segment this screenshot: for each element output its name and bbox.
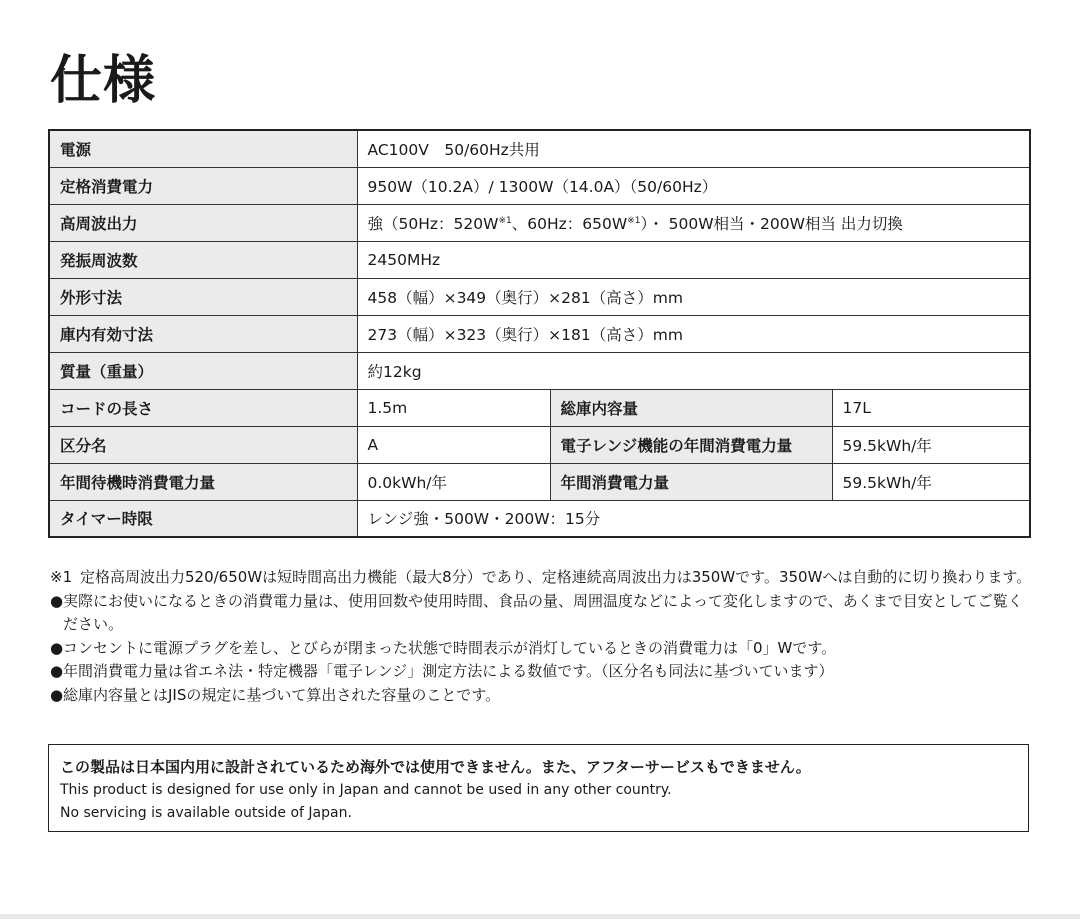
notice-english-line-2: No servicing is available outside of Japan.	[60, 805, 352, 821]
note-item	[50, 684, 1035, 708]
spec-label: 年間消費電力量	[550, 463, 832, 500]
spec-value: 0.0kWh/年	[357, 463, 550, 500]
spec-label: 電源	[49, 130, 357, 167]
spec-value: A	[357, 426, 550, 463]
table-row	[49, 426, 1030, 463]
table-row	[49, 352, 1030, 389]
table-row	[49, 241, 1030, 278]
spec-table	[48, 129, 1031, 538]
note-text: 年間消費電力量は省エネ法・特定機器「電子レンジ」測定方法による数値です。（区分名も同法に基づいています）	[63, 662, 834, 680]
spec-value-part: ）・ 500W相当・200W相当 出力切換	[640, 214, 903, 233]
table-row	[49, 130, 1030, 167]
spec-label: 電子レンジ機能の年間消費電力量	[550, 426, 832, 463]
spec-label: 区分名	[49, 426, 357, 463]
spec-label: 総庫内容量	[550, 389, 832, 426]
footnote-text: 定格高周波出力520/650Wは短時間高出力機能（最大8分）であり、定格連続高周波出力は350Wです。350Wへは自動的に切り換わります。	[80, 568, 1032, 586]
domestic-use-notice	[48, 744, 1029, 832]
spec-value	[357, 204, 1030, 241]
spec-value: 1.5m	[357, 389, 550, 426]
table-row	[49, 167, 1030, 204]
bullet-icon: ●	[50, 685, 64, 704]
bullet-icon: ●	[50, 662, 64, 680]
note-item	[50, 590, 1035, 637]
page-title: 仕様	[50, 51, 157, 111]
footnote-ref: ※1	[498, 215, 512, 226]
bullet-icon: ●	[50, 591, 64, 610]
spec-label: 外形寸法	[49, 278, 357, 315]
spec-label: 発振周波数	[49, 241, 357, 278]
spec-value: 950W（10.2A）/ 1300W（14.0A）（50/60Hz）	[357, 167, 1030, 204]
table-row	[49, 389, 1030, 426]
spec-value: 273（幅）×323（奥行）×181（高さ）mm	[357, 315, 1030, 352]
table-row	[49, 315, 1030, 352]
spec-label: タイマー時限	[49, 500, 357, 537]
spec-value: 2450MHz	[357, 241, 1030, 278]
note-text: 実際にお使いになるときの消費電力量は、使用回数や使用時間、食品の量、周囲温度などによって変化しますので、あくまで目安としてご覧ください。	[63, 591, 1023, 633]
note-item	[50, 637, 1035, 661]
table-row	[49, 278, 1030, 315]
note-text: コンセントに電源プラグを差し、とびらが閉まった状態で時間表示が消灯しているときの消費電力は「0」Wです。	[63, 638, 837, 657]
spec-label: コードの長さ	[49, 389, 357, 426]
spec-value: 17L	[832, 389, 1030, 426]
footnote-ref: ※1	[627, 215, 641, 226]
bottom-divider	[0, 914, 1080, 919]
spec-value: AC100V 50/60Hz共用	[357, 130, 1030, 167]
footnote-mark: ※1	[50, 568, 73, 586]
table-row	[49, 463, 1030, 500]
spec-value-part: 強（50Hz：520W	[367, 214, 499, 233]
spec-label: 庫内有効寸法	[49, 315, 357, 352]
spec-label: 高周波出力	[49, 204, 357, 241]
notice-english-line-1: This product is designed for use only in Japan and cannot be used in any other country.	[60, 782, 672, 798]
table-row	[49, 500, 1030, 537]
spec-value: 59.5kWh/年	[832, 426, 1030, 463]
table-row	[49, 204, 1030, 241]
spec-label: 質量（重量）	[49, 352, 357, 389]
spec-value: 458（幅）×349（奥行）×281（高さ）mm	[357, 278, 1030, 315]
spec-label: 定格消費電力	[49, 167, 357, 204]
spec-value: 約12kg	[357, 352, 1030, 389]
bullet-icon: ●	[50, 638, 64, 657]
spec-label: 年間待機時消費電力量	[49, 463, 357, 500]
notes-list	[50, 566, 1035, 707]
notice-japanese: この製品は日本国内用に設計されているため海外では使用できません。また、アフターサービスもできません。	[60, 758, 811, 776]
spec-value-part: 、60Hz：650W	[511, 214, 628, 233]
note-text: 総庫内容量とはJISの規定に基づいて算出された容量のことです。	[63, 685, 501, 704]
spec-value: レンジ強・500W・200W：15分	[357, 500, 1030, 537]
spec-value: 59.5kWh/年	[832, 463, 1030, 500]
footnote	[50, 566, 1035, 590]
note-item	[50, 660, 1035, 684]
